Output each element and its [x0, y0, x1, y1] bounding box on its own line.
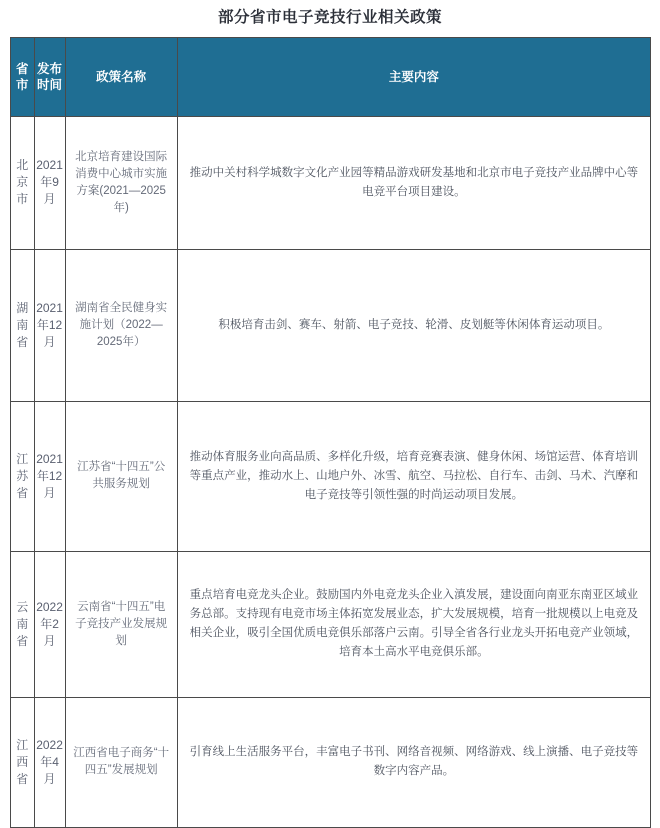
cell-date: 2022年4月 [34, 697, 65, 827]
table-row [11, 249, 650, 401]
cell-province: 江西省 [11, 697, 34, 827]
table-row [11, 401, 650, 551]
cell-policy-name: 云南省“十四五”电子竞技产业发展规划 [65, 551, 177, 697]
policy-table [11, 38, 650, 828]
table-body [11, 116, 650, 827]
table-row [11, 116, 650, 249]
column-header-date: 发布时间 [34, 38, 65, 116]
cell-policy-name: 北京培育建设国际消费中心城市实施方案(2021—2025年) [65, 116, 177, 249]
table-header-row [11, 38, 650, 116]
cell-province: 云南省 [11, 551, 34, 697]
column-header-main-content: 主要内容 [177, 38, 650, 116]
table-header [11, 38, 650, 116]
cell-province: 江苏省 [11, 401, 34, 551]
cell-province: 湖南省 [11, 249, 34, 401]
page-title: 部分省市电子竞技行业相关政策 [217, 9, 442, 26]
cell-main-content: 推动中关村科学城数字文化产业园等精品游戏研发基地和北京市电子竞技产业品牌中心等电竞平台项目建设。 [177, 116, 650, 249]
cell-date: 2021年9月 [34, 116, 65, 249]
column-header-province: 省市 [11, 38, 34, 116]
cell-main-content: 引育线上生活服务平台，丰富电子书刊、网络音视频、网络游戏、线上演播、电子竞技等数字内容产品。 [177, 697, 650, 827]
cell-date: 2021年12月 [34, 401, 65, 551]
table-row [11, 697, 650, 827]
table-row [11, 551, 650, 697]
cell-main-content: 积极培育击剑、赛车、射箭、电子竞技、轮滑、皮划艇等休闲体育运动项目。 [177, 249, 650, 401]
cell-policy-name: 江西省电子商务“十四五”发展规划 [65, 697, 177, 827]
cell-policy-name: 江苏省“十四五”公共服务规划 [65, 401, 177, 551]
cell-main-content: 重点培育电竞龙头企业。鼓励国内外电竞龙头企业入滇发展，建设面向南亚东南亚区域业务总部。支持现有电竞市场主体拓宽发展业态，扩大发展规模，培育一批规模以上电竞及相关企业，吸引全国优质电竞俱乐部落户云南。引导全省各行业龙头开拓电竞产业领域，培育本土高水平电竞俱乐部。 [177, 551, 650, 697]
cell-date: 2021年12月 [34, 249, 65, 401]
cell-date: 2022年2月 [34, 551, 65, 697]
cell-policy-name: 湖南省全民健身实施计划（2022—2025年） [65, 249, 177, 401]
cell-main-content: 推动体育服务业向高品质、多样化升级，培育竞赛表演、健身休闲、场馆运营、体育培训等重点产业，推动水上、山地户外、冰雪、航空、马拉松、自行车、击剑、马术、汽摩和电子竞技等引领性强的时尚运动项目发展。 [177, 401, 650, 551]
cell-province: 北京市 [11, 116, 34, 249]
column-header-policy-name: 政策名称 [65, 38, 177, 116]
policy-table-container [10, 37, 651, 828]
